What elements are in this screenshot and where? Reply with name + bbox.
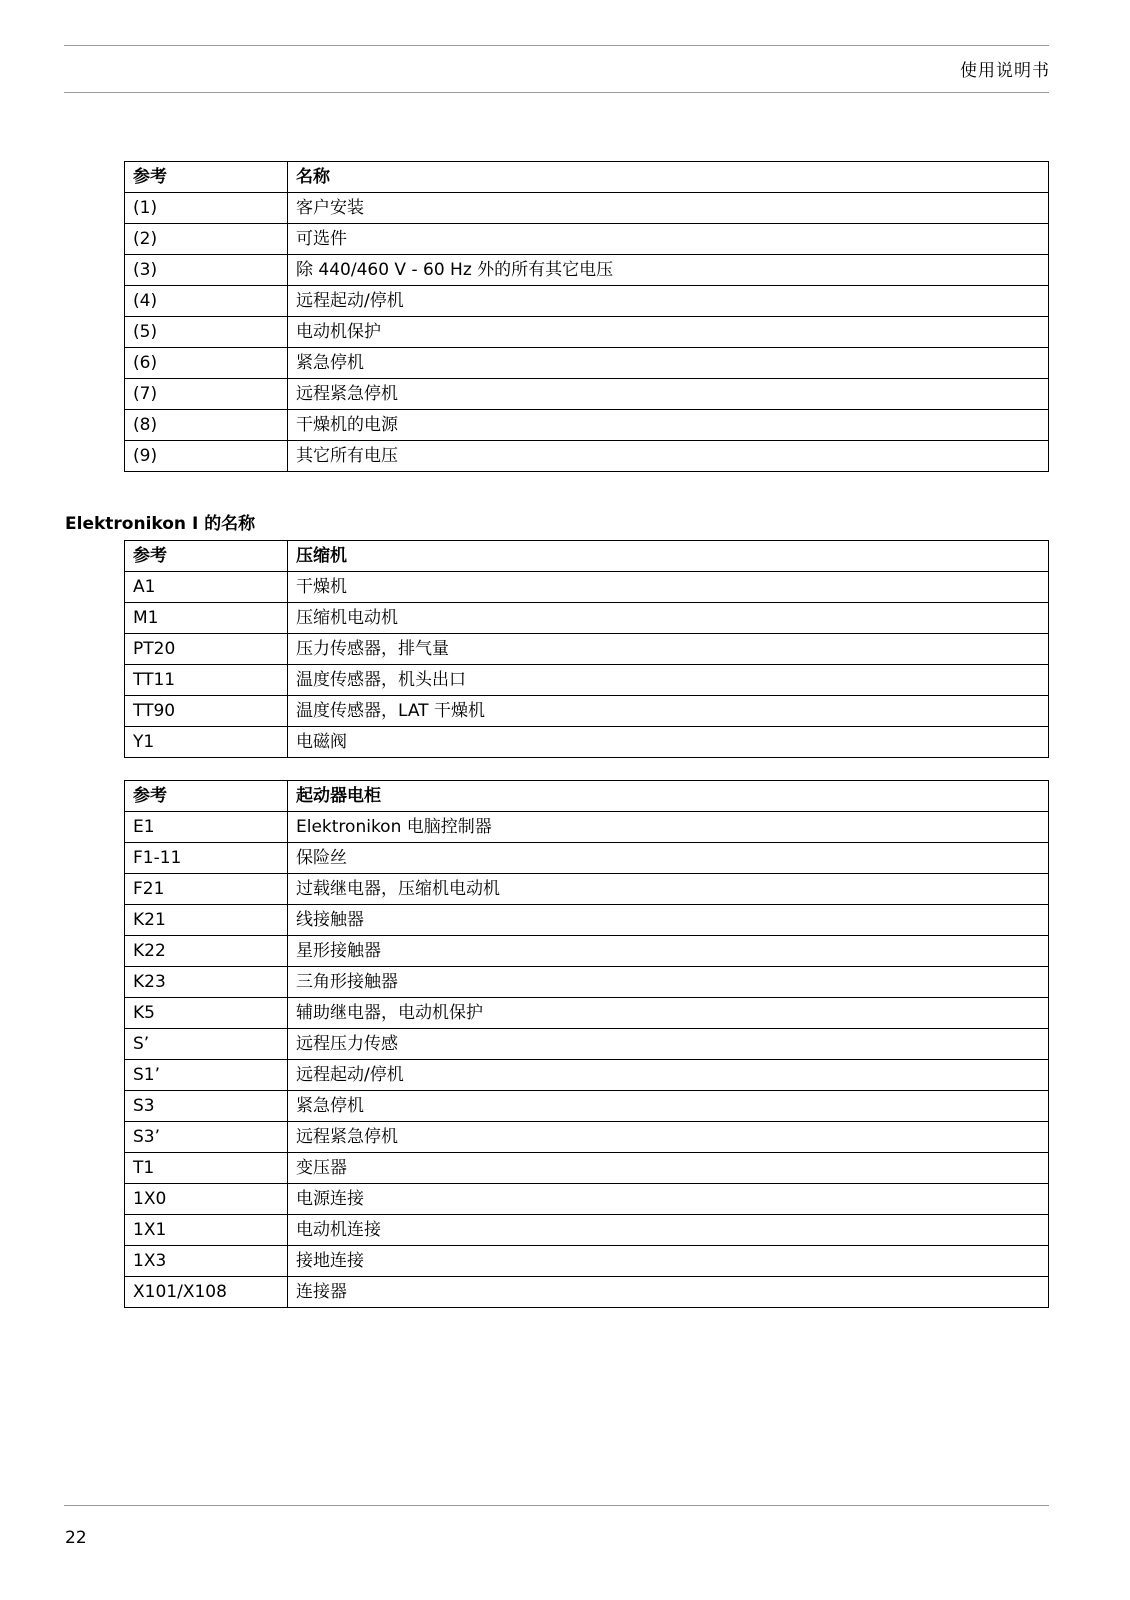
reference-table-starter-cabinet (124, 780, 1049, 1308)
reference-cell: 1X3 (125, 1246, 288, 1277)
header-top-rule (64, 45, 1049, 46)
table-row (125, 224, 1049, 255)
reference-cell: S3’ (125, 1122, 288, 1153)
table-row (125, 874, 1049, 905)
table-row (125, 1277, 1049, 1308)
header-cell-reference: 参考 (125, 541, 288, 572)
reference-table-compressor (124, 540, 1049, 758)
table-row (125, 967, 1049, 998)
description-cell: 远程压力传感 (288, 1029, 1049, 1060)
table-row (125, 603, 1049, 634)
reference-cell: 1X0 (125, 1184, 288, 1215)
header-cell-reference: 参考 (125, 162, 288, 193)
table-row (125, 936, 1049, 967)
header-cell-description: 名称 (288, 162, 1049, 193)
table-header-row (125, 162, 1049, 193)
description-cell: 紧急停机 (288, 1091, 1049, 1122)
reference-cell: (3) (125, 255, 288, 286)
reference-cell: S1’ (125, 1060, 288, 1091)
description-cell: 远程起动/停机 (288, 1060, 1049, 1091)
table-row (125, 634, 1049, 665)
header-bottom-rule (64, 92, 1049, 93)
description-cell: 压缩机电动机 (288, 603, 1049, 634)
reference-cell: (6) (125, 348, 288, 379)
table-row (125, 379, 1049, 410)
header-cell-description: 起动器电柜 (288, 781, 1049, 812)
description-cell: 过载继电器，压缩机电动机 (288, 874, 1049, 905)
table-row (125, 696, 1049, 727)
reference-cell: M1 (125, 603, 288, 634)
description-cell: 干燥机 (288, 572, 1049, 603)
reference-cell: F21 (125, 874, 288, 905)
header-cell-reference: 参考 (125, 781, 288, 812)
table-row (125, 665, 1049, 696)
description-cell: 连接器 (288, 1277, 1049, 1308)
reference-cell: (9) (125, 441, 288, 472)
table-row (125, 572, 1049, 603)
reference-cell: (1) (125, 193, 288, 224)
reference-cell: T1 (125, 1153, 288, 1184)
table-row (125, 1184, 1049, 1215)
page-number: 22 (65, 1528, 87, 1548)
header-cell-description: 压缩机 (288, 541, 1049, 572)
table-row (125, 1091, 1049, 1122)
table-row (125, 1153, 1049, 1184)
reference-cell: K23 (125, 967, 288, 998)
table-row (125, 905, 1049, 936)
table-row (125, 843, 1049, 874)
description-cell: 电磁阀 (288, 727, 1049, 758)
reference-cell: (8) (125, 410, 288, 441)
reference-cell: TT90 (125, 696, 288, 727)
reference-cell: K21 (125, 905, 288, 936)
description-cell: 保险丝 (288, 843, 1049, 874)
footer-rule (64, 1505, 1049, 1506)
table-row (125, 441, 1049, 472)
reference-cell: (7) (125, 379, 288, 410)
description-cell: 压力传感器，排气量 (288, 634, 1049, 665)
table-row (125, 348, 1049, 379)
table-row (125, 1060, 1049, 1091)
description-cell: 电源连接 (288, 1184, 1049, 1215)
table-row (125, 255, 1049, 286)
reference-cell: A1 (125, 572, 288, 603)
description-cell: 电动机连接 (288, 1215, 1049, 1246)
description-cell: 除 440/460 V - 60 Hz 外的所有其它电压 (288, 255, 1049, 286)
description-cell: 星形接触器 (288, 936, 1049, 967)
description-cell: 线接触器 (288, 905, 1049, 936)
reference-cell: K22 (125, 936, 288, 967)
reference-cell: E1 (125, 812, 288, 843)
table-row (125, 1215, 1049, 1246)
description-cell: 三角形接触器 (288, 967, 1049, 998)
reference-cell: 1X1 (125, 1215, 288, 1246)
description-cell: 接地连接 (288, 1246, 1049, 1277)
reference-cell: (4) (125, 286, 288, 317)
description-cell: 温度传感器，LAT 干燥机 (288, 696, 1049, 727)
reference-table-general (124, 161, 1049, 472)
table-row (125, 193, 1049, 224)
reference-cell: Y1 (125, 727, 288, 758)
table-header-row (125, 541, 1049, 572)
table-row (125, 1029, 1049, 1060)
reference-cell: S’ (125, 1029, 288, 1060)
reference-cell: F1-11 (125, 843, 288, 874)
description-cell: 可选件 (288, 224, 1049, 255)
table-row (125, 410, 1049, 441)
table-row (125, 286, 1049, 317)
table-row (125, 317, 1049, 348)
table-header-row (125, 781, 1049, 812)
description-cell: 客户安装 (288, 193, 1049, 224)
description-cell: 远程紧急停机 (288, 1122, 1049, 1153)
description-cell: 干燥机的电源 (288, 410, 1049, 441)
document-title: 使用说明书 (960, 61, 1050, 81)
description-cell: 远程起动/停机 (288, 286, 1049, 317)
description-cell: 温度传感器，机头出口 (288, 665, 1049, 696)
table-row (125, 998, 1049, 1029)
table-row (125, 1122, 1049, 1153)
description-cell: 电动机保护 (288, 317, 1049, 348)
reference-cell: PT20 (125, 634, 288, 665)
description-cell: 远程紧急停机 (288, 379, 1049, 410)
reference-cell: X101/X108 (125, 1277, 288, 1308)
section-title: Elektronikon I 的名称 (65, 514, 256, 534)
table-row (125, 727, 1049, 758)
reference-cell: TT11 (125, 665, 288, 696)
description-cell: Elektronikon 电脑控制器 (288, 812, 1049, 843)
reference-cell: S3 (125, 1091, 288, 1122)
description-cell: 变压器 (288, 1153, 1049, 1184)
description-cell: 紧急停机 (288, 348, 1049, 379)
table-row (125, 1246, 1049, 1277)
description-cell: 其它所有电压 (288, 441, 1049, 472)
reference-cell: (5) (125, 317, 288, 348)
reference-cell: K5 (125, 998, 288, 1029)
reference-cell: (2) (125, 224, 288, 255)
table-row (125, 812, 1049, 843)
description-cell: 辅助继电器，电动机保护 (288, 998, 1049, 1029)
